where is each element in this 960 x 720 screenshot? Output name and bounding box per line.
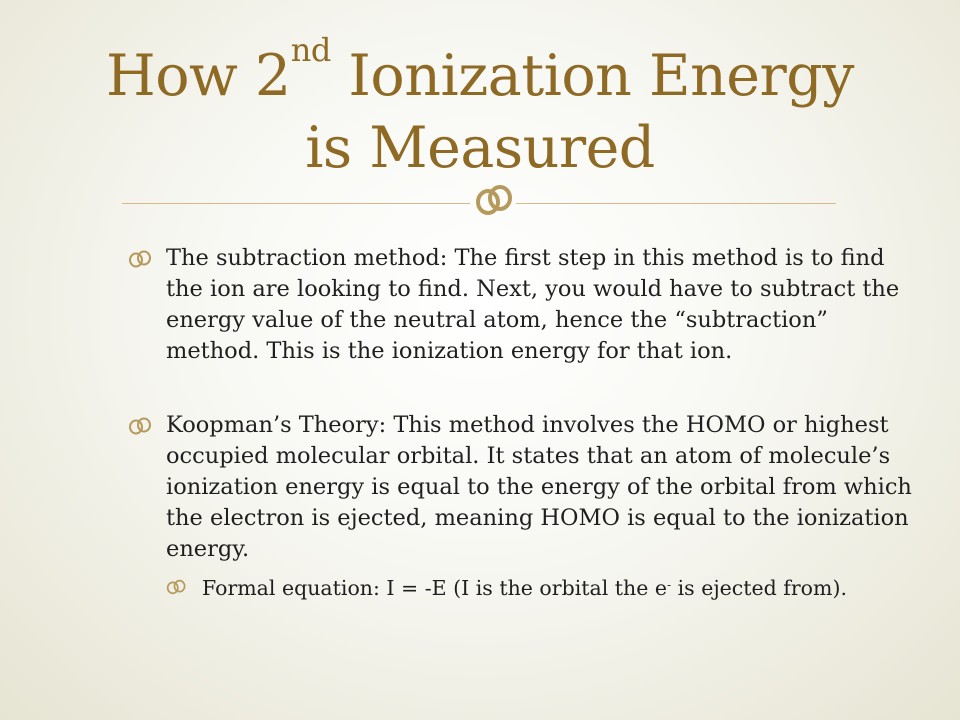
title-part-1: How 2 bbox=[106, 43, 291, 109]
title-superscript: nd bbox=[290, 31, 331, 69]
title-line-2: is Measured bbox=[305, 115, 655, 181]
sub-bullet-formal-equation bbox=[166, 574, 928, 602]
electron-superscript: - bbox=[667, 578, 672, 592]
sub-bullet-text-part-1: Formal equation: I = -E (I is the orbital the e bbox=[202, 576, 668, 600]
interlocking-rings-bullet-icon bbox=[166, 579, 188, 595]
interlocking-rings-bullet-icon bbox=[128, 417, 154, 435]
interlocking-rings-bullet-icon bbox=[128, 250, 154, 268]
slide-title bbox=[40, 31, 920, 184]
title-divider-right bbox=[516, 203, 836, 204]
bullet-item-koopmans-theory bbox=[128, 410, 928, 565]
bullet-text: The subtraction method: The first step in this method is to find the ion are looking to find. Next, you would have to subtract the energy value of the neutral atom, hence the “subtraction” method. This is the ionization energy for that ion. bbox=[166, 245, 900, 364]
title-line-1 bbox=[40, 31, 920, 112]
title-part-2: Ionization Energy bbox=[330, 43, 854, 109]
bullet-item-subtraction-method bbox=[128, 243, 928, 367]
title-divider-left bbox=[122, 203, 470, 204]
interlocking-rings-ornament-icon bbox=[474, 180, 514, 220]
bullet-list bbox=[128, 243, 928, 602]
sub-bullet-text-part-2: is ejected from). bbox=[671, 576, 847, 600]
bullet-text: Koopman’s Theory: This method involves the HOMO or highest occupied molecular orbital. It states that an atom of molecule’s ionization energy is equal to the energy of the orbital from which the electron is ejected, meaning HOMO is equal to the ionization energy. bbox=[166, 412, 912, 562]
